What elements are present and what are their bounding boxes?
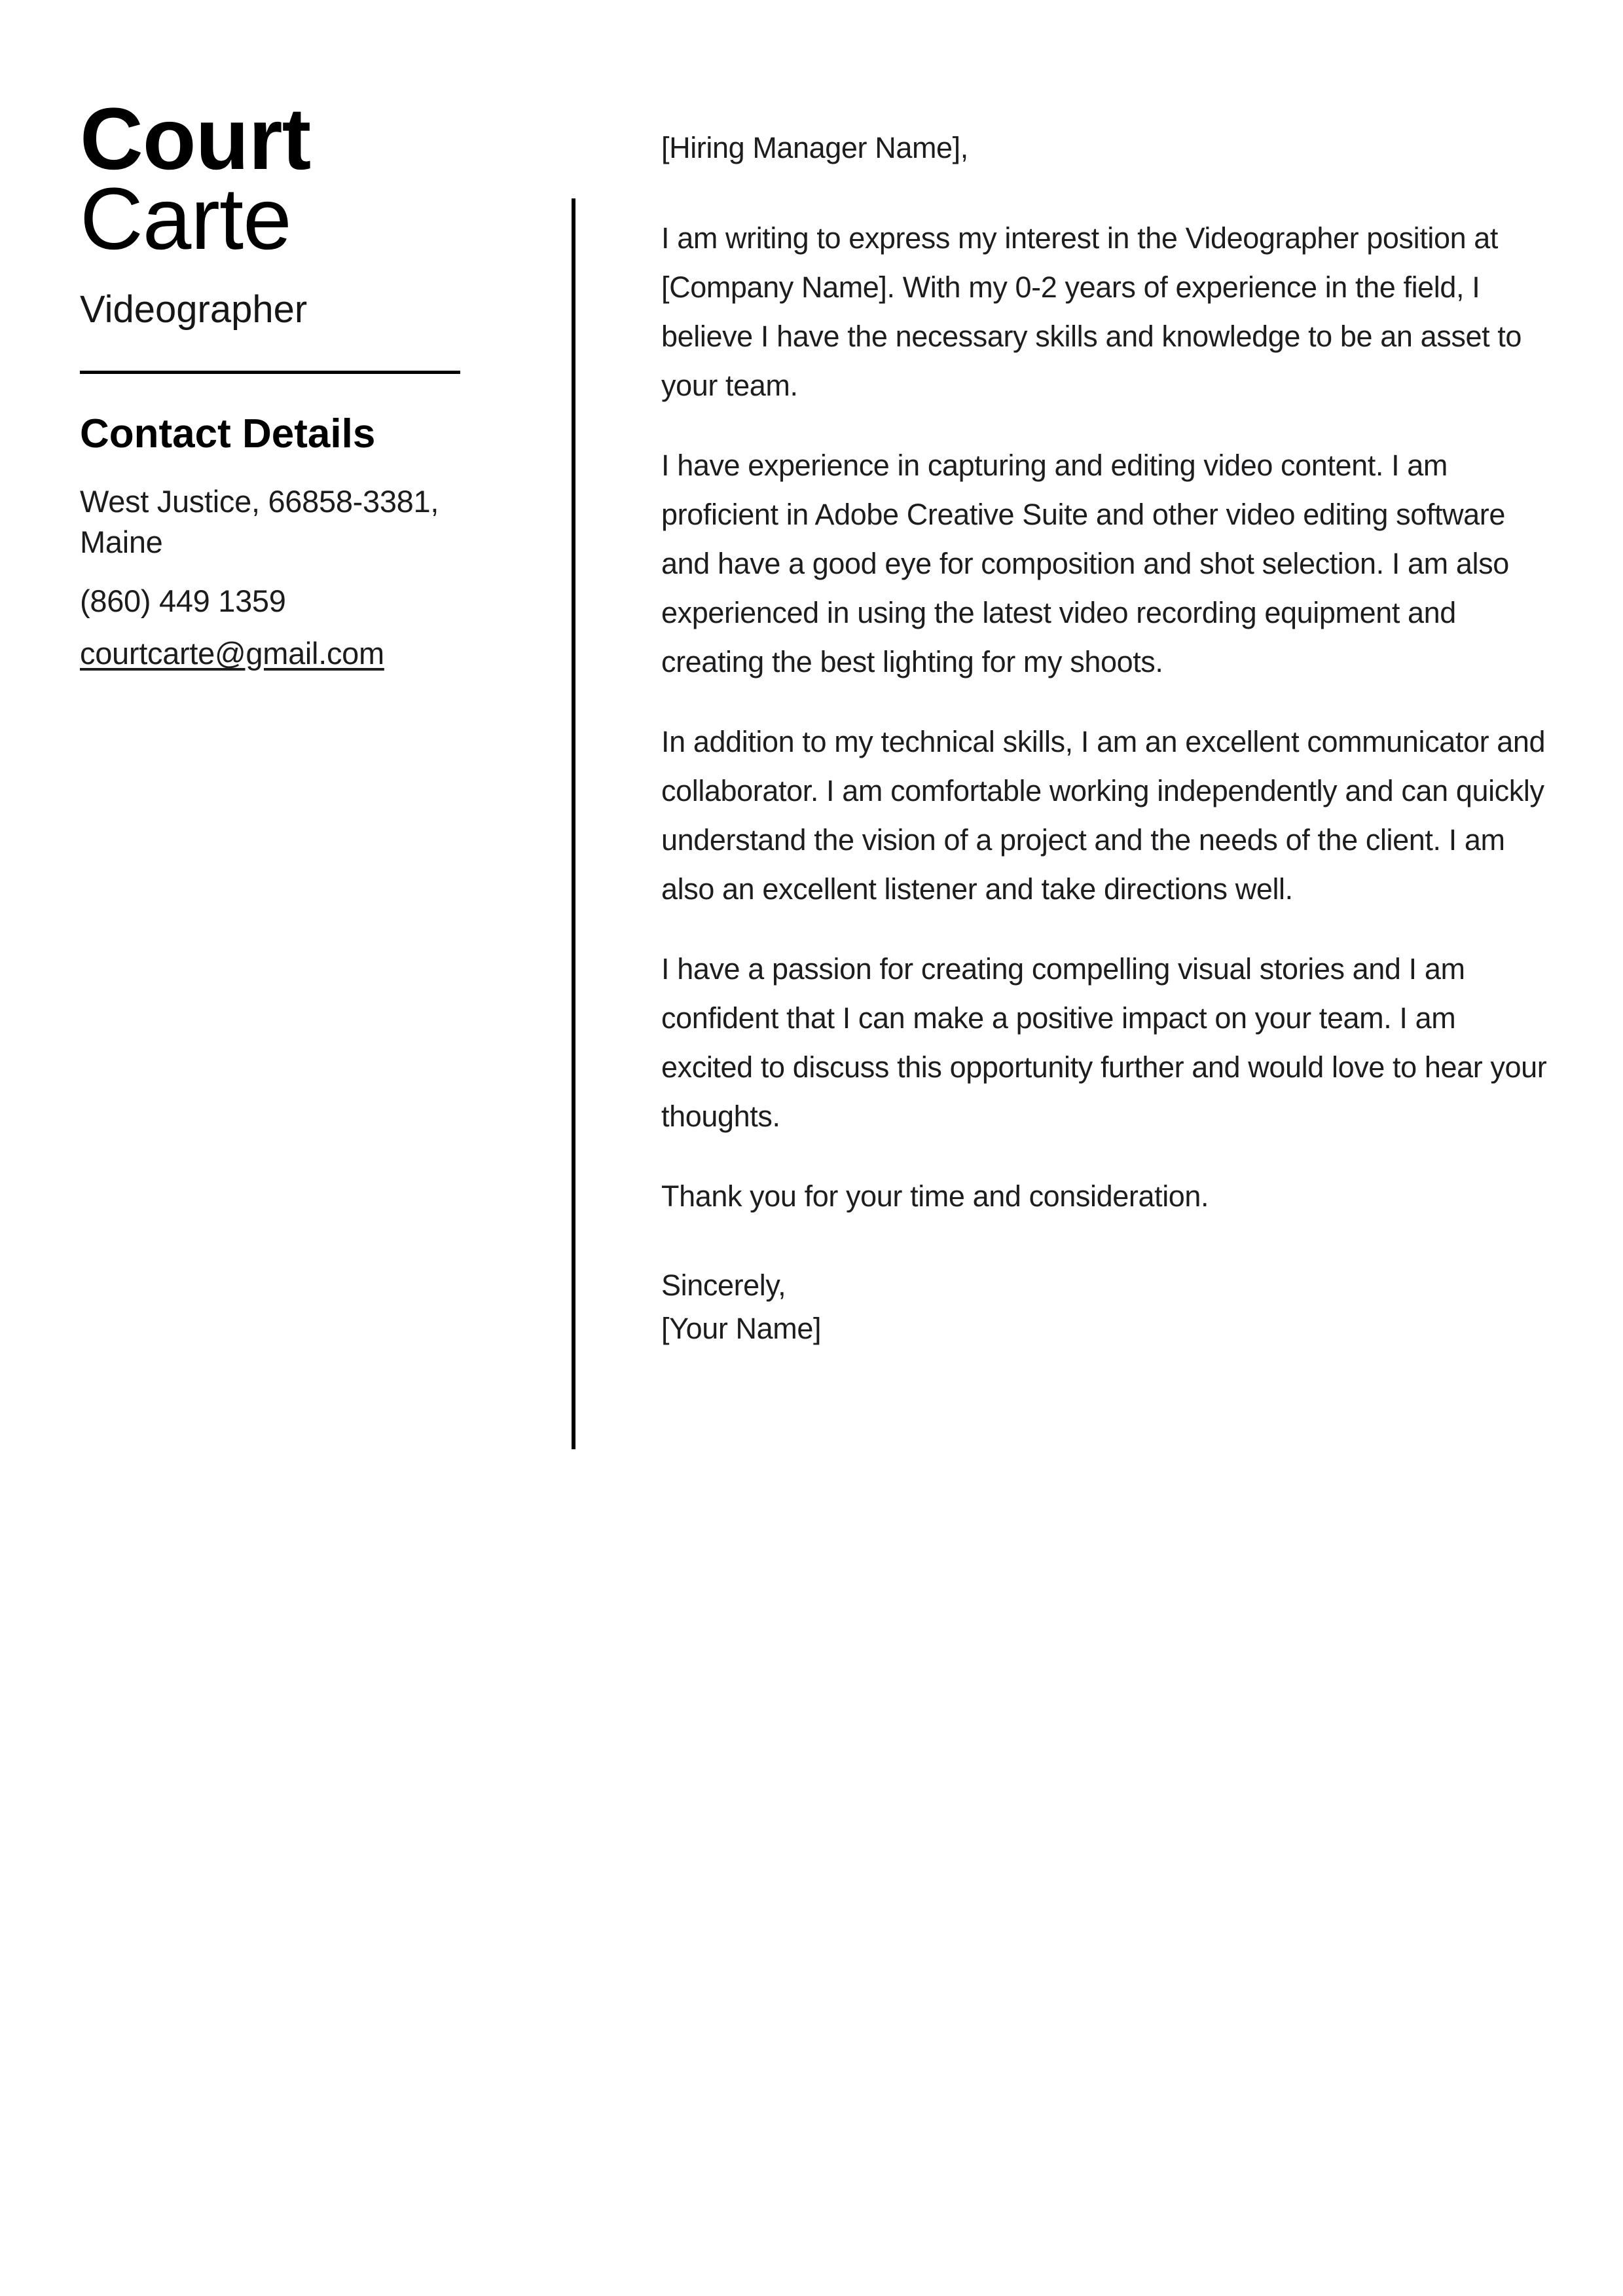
contact-details-heading: Contact Details: [80, 411, 376, 456]
letter-closing-block: [661, 1264, 1548, 1350]
letter-greeting: [Hiring Manager Name],: [661, 131, 968, 164]
sidebar-divider: [80, 371, 460, 374]
letter-signature: [Your Name]: [661, 1312, 822, 1345]
candidate-first-name: Court: [80, 90, 311, 188]
letter-body: [661, 123, 1548, 1350]
contact-address: West Justice, 66858-3381, Maine: [80, 484, 439, 559]
contact-phone: (860) 449 1359: [80, 583, 286, 618]
letter-thanks: Thank you for your time and consideration.: [661, 1179, 1209, 1213]
letter-paragraph: I have experience in capturing and editing video content. I am proficient in Adobe Creative Suite and other video editing software and have a good eye for composition and shot selection. I am also experienced in using the latest video recording equipment and creating the best lighting for my shoots.: [661, 449, 1509, 678]
candidate-last-name: Carte: [80, 170, 291, 268]
letter-paragraph: In addition to my technical skills, I am an excellent communicator and collaborator. I am comfortable working independently and can quickly understand the vision of a project and the needs of the client. I am also an excellent listener and take directions well.: [661, 725, 1546, 906]
candidate-name: [80, 90, 460, 268]
letter-paragraph: I am writing to express my interest in the Videographer position at [Company Name]. With my 0-2 years of experience in the field, I believe I have the necessary skills and knowledge to be an asset to your team.: [661, 221, 1522, 402]
vertical-divider: [572, 198, 575, 1449]
letter-closing: Sincerely,: [661, 1268, 786, 1302]
letter-paragraph: I have a passion for creating compelling visual stories and I am confident that I can make a positive impact on your team. I am excited to discuss this opportunity further and would love to hear your thoughts.: [661, 952, 1547, 1133]
sidebar: [80, 0, 460, 674]
contact-email-link[interactable]: courtcarte@gmail.com: [80, 636, 384, 671]
job-title: Videographer: [80, 288, 308, 331]
